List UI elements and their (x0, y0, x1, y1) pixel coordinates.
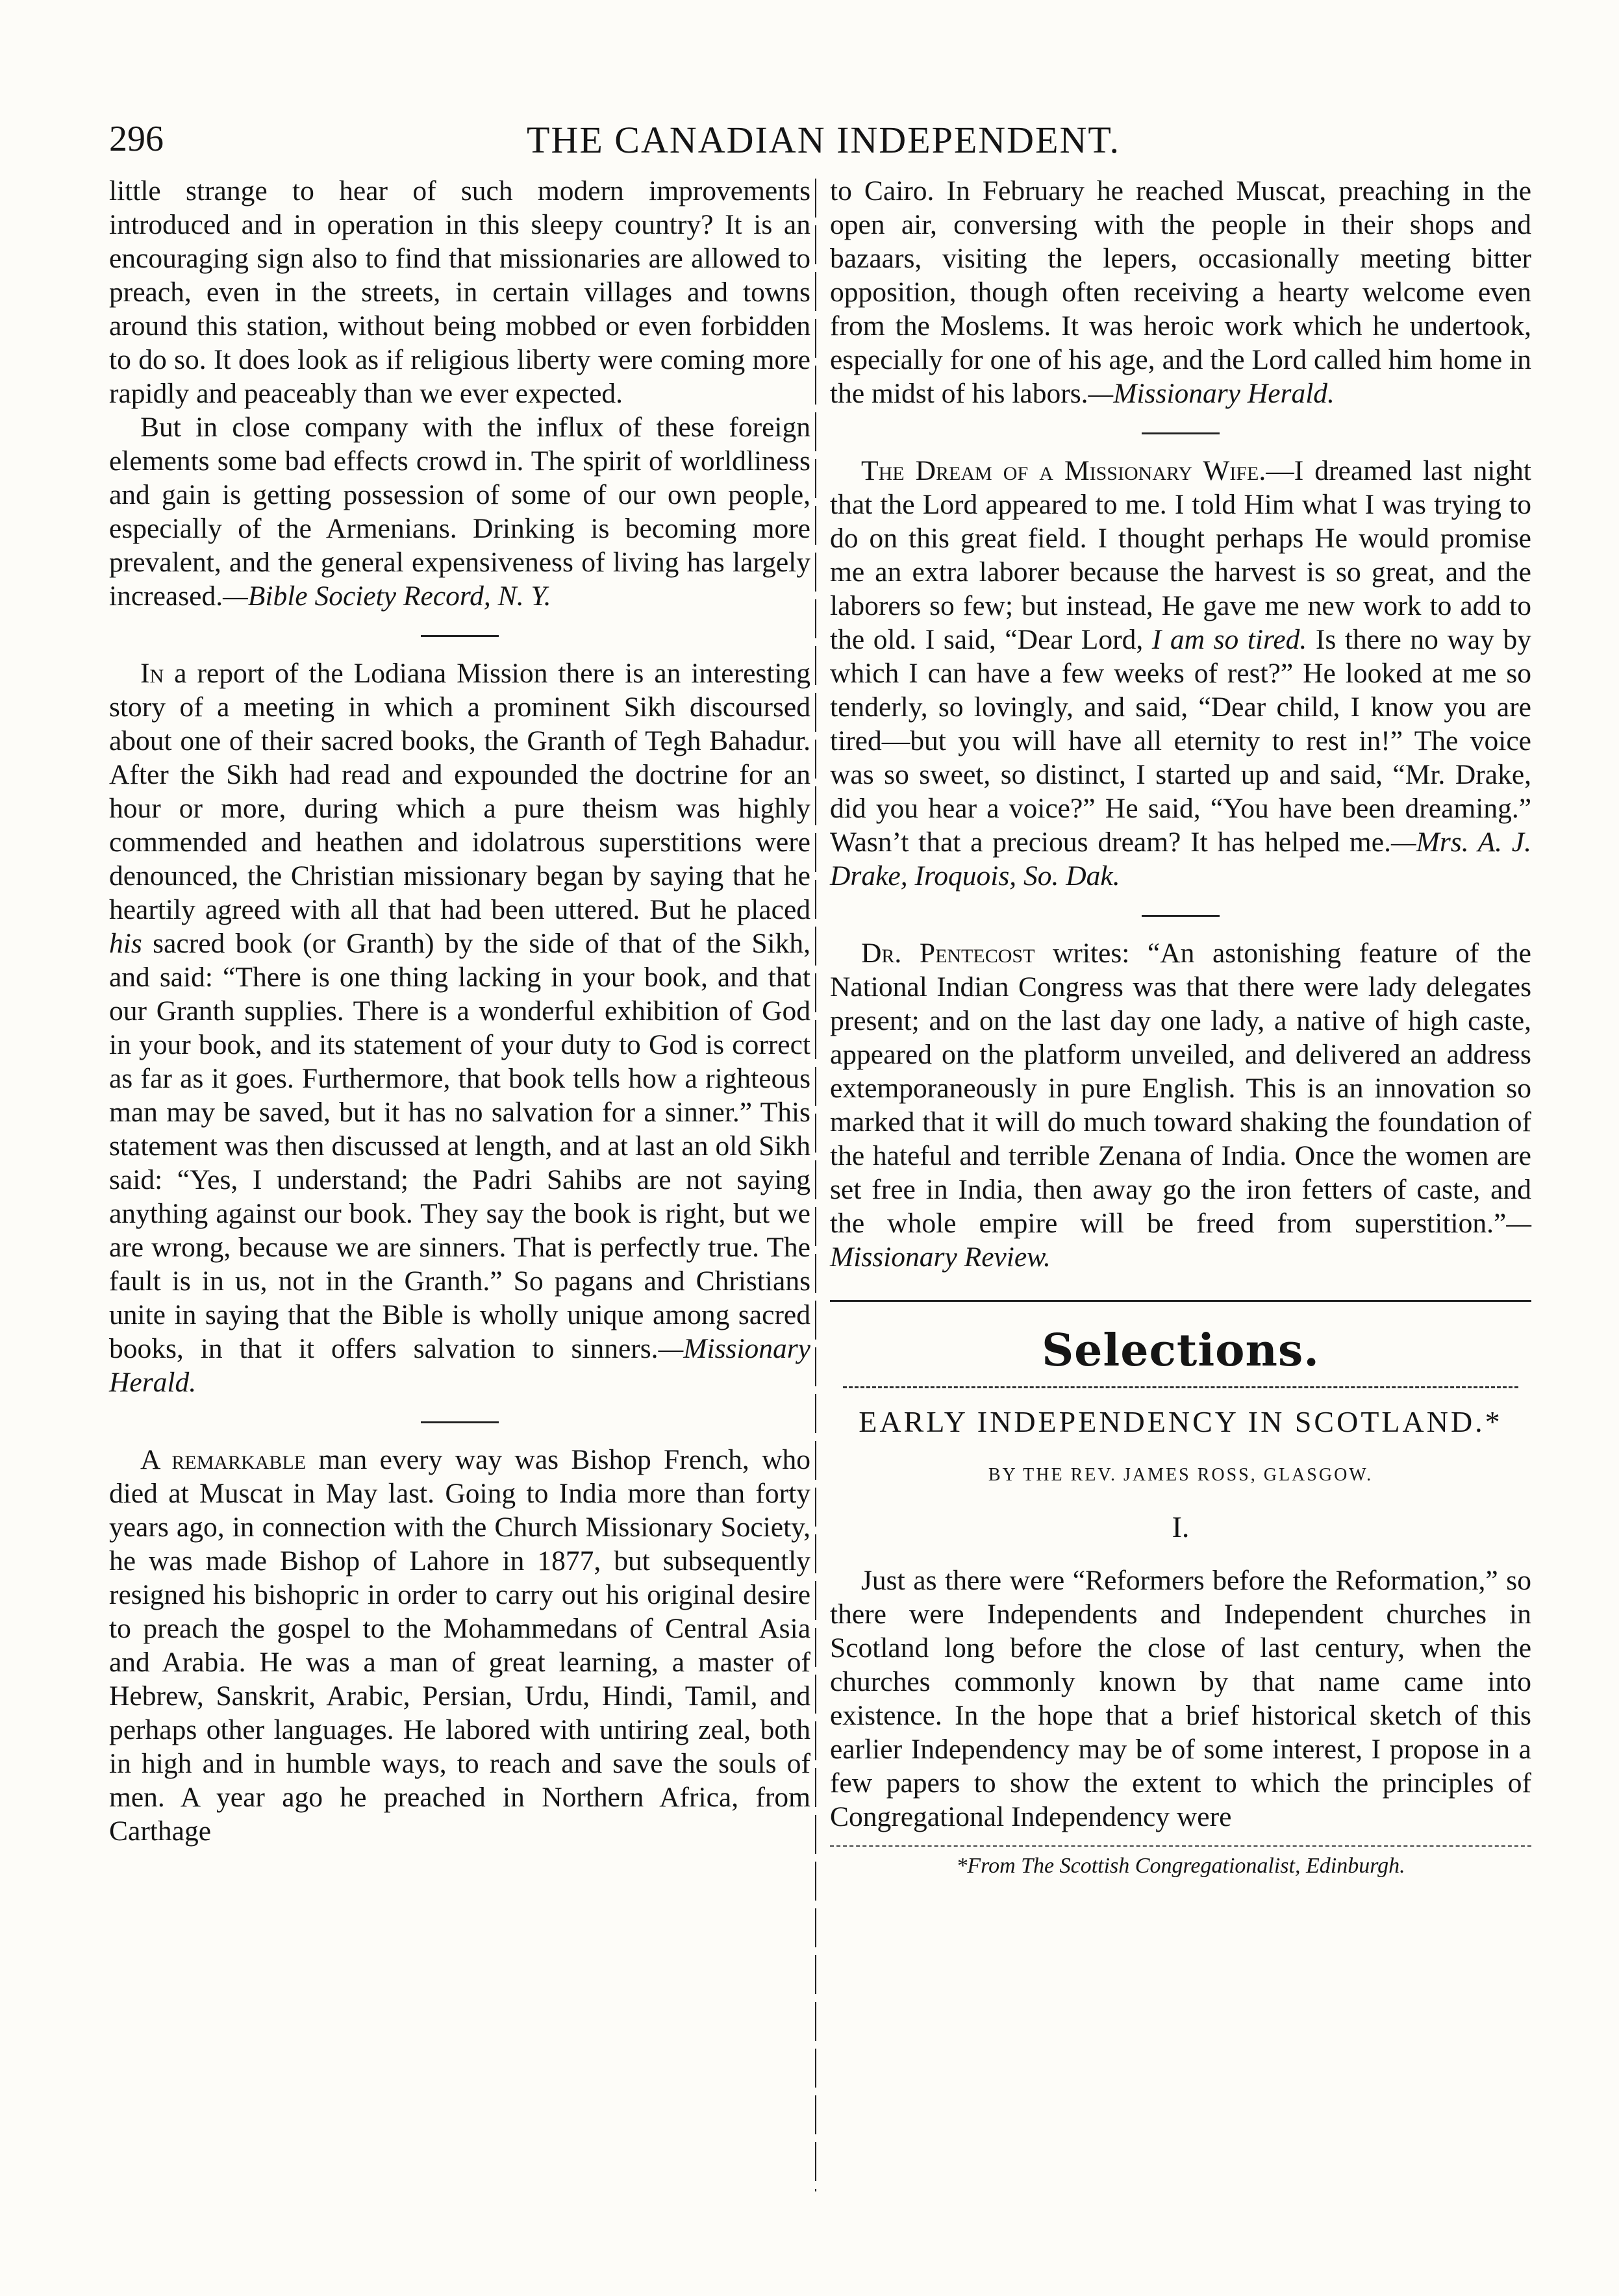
emphasis: I am so tired. (1151, 624, 1307, 655)
paragraph-text: a report of the Lodiana Mission there is an interesting story of a meeting in which a prominent Sikh discoursed about one of their sacred books, the Granth of Tegh Bahadur. After the Sikh had read and expounded the doctrine for an hour or more, during which a pure theism was highly commended and heathen and idolatrous superstitions were denounced, the Christian missionary began by saying that he heartily agreed with all that had been uttered. But he placed (109, 658, 810, 925)
paragraph (109, 1443, 810, 1848)
page-header (109, 118, 1538, 170)
section-heading: Selections. (1042, 1325, 1320, 1377)
paragraph (830, 1564, 1531, 1834)
left-column (109, 174, 810, 1848)
column-divider (815, 179, 816, 2191)
paragraph-text: —I dreamed last night that the Lord appeared to me. I told Him what I was trying to do on this great field. I thought perhaps He would promise me an extra laborer because the harvest is so great, and the laborers so few; but instead, He gave me new work to add to the old. I said, “Dear Lord, (830, 455, 1531, 655)
article-title: EARLY INDEPENDENCY IN SCOTLAND.* (859, 1405, 1503, 1438)
source-citation: —Mrs. A. J. Drake, Iroquois, So. Dak. (830, 827, 1531, 892)
running-title: THE CANADIAN INDEPENDENT. (527, 119, 1120, 161)
part-number: I. (1172, 1510, 1190, 1543)
emphasis: his (109, 928, 142, 959)
paragraph (109, 656, 810, 1399)
paragraph-text: Just as there were “Reformers before the Reformation,” so there were Independents and Independent churches in Scotland long before the close of last century, when the churches commonly known by that name came into existence. In the hope that a brief historical sketch of this earlier Independency may be of some interest, I propose in a few papers to show the extent to which the principles of Congregational Independency were (830, 1565, 1531, 1832)
lead-in: In (140, 658, 164, 689)
section-rule (830, 1300, 1531, 1302)
separator (1142, 915, 1220, 917)
source-citation: —Missionary Review. (830, 1208, 1531, 1273)
paragraph-text: writes: “An astonishing feature of the National Indian Congress was that there were lady delegates present; and on the last day one lady, a native of high caste, appeared on the platform unveiled, and delivered an address extemporaneously in pure English. This is an innovation so marked that it will do much toward shaking the foundation of the hateful and terrible Zenana of India. Once the women are set free in India, then away go the iron fetters of caste, and the whole empire will be freed from superstition.” (830, 938, 1531, 1239)
source-citation: —Bible Society Record, N. Y. (223, 580, 551, 612)
separator (1142, 432, 1220, 434)
footnote: *From The Scottish Congregationalist, Edinburgh. (956, 1854, 1405, 1878)
lead-in: Dr. Pentecost (861, 938, 1035, 969)
byline: BY THE REV. JAMES ROSS, GLASGOW. (988, 1465, 1374, 1485)
paragraph-text: to Cairo. In February he reached Muscat, preaching in the open air, conversing with the people in their shops and bazaars, visiting the lepers, occasionally meeting bitter opposition, though often receiving a hearty welcome even from the Moslems. It was heroic work which he undertook, especially for one of his age, and the Lord called him home in the midst of his labors. (830, 175, 1531, 409)
paragraph-text: man every way was Bishop French, who died at Muscat in May last. Going to India more than forty years ago, in connection with the Church Missionary Society, he was made Bishop of Lahore in 1877, but subsequently resigned his bishopric in order to carry out his original desire to preach the gospel to the Mohammedans of Central Asia and Arabia. He was a man of great learning, a master of Hebrew, Sanskrit, Arabic, Persian, Urdu, Hindi, Tamil, and perhaps other languages. He labored with untiring zeal, both in high and in humble ways, to reach and save the souls of men. A year ago he preached in Northern Africa, from Carthage (109, 1444, 810, 1847)
paragraph (109, 410, 810, 613)
dashed-rule (843, 1386, 1518, 1388)
paragraph (830, 174, 1531, 410)
paragraph-text: sacred book (or Granth) by the side of that of the Sikh, and said: “There is one thing lacking in your book, and that our Granth supplies. There is a wonderful exhibition of God in your book, and its statement of your duty to God is correct as far as it goes. Furthermore, that book tells how a righteous man may be saved, but it has no salvation for a sinner.” This statement was then discussed at length, and at last an old Sikh said: “Yes, I understand; the Padri Sahibs are not saying anything against our book. They say the book is right, but we are wrong, because we are sinners. That is perfectly true. The fault is in us, not in the Granth.” So pagans and Christians unite in saying that the Bible is wholly unique among sacred books, in that it offers salvation to sinners. (109, 928, 810, 1364)
source-citation: —Missionary Herald. (109, 1333, 810, 1398)
lead-in: The Dream of a Missionary Wife. (861, 455, 1266, 486)
separator (421, 1421, 499, 1423)
paragraph (109, 174, 810, 410)
source-citation: —Missionary Herald. (1088, 378, 1335, 409)
footnote-rule (830, 1845, 1531, 1847)
right-column (830, 174, 1531, 1879)
paragraph-text: But in close company with the influx of these foreign elements some bad effects crowd in. The spirit of worldliness and gain is getting possession of some of our own people, especially of the Armenians. Drinking is becoming more prevalent, and the general expensiveness of living has largely increased. (109, 412, 810, 612)
page-number: 296 (109, 119, 164, 159)
paragraph (830, 454, 1531, 893)
paragraph (830, 936, 1531, 1274)
lead-in: A remarkable (140, 1444, 307, 1475)
separator (421, 635, 499, 637)
paragraph-text: Is there no way by which I can have a few weeks of rest?” He looked at me so tenderly, so lovingly, and said, “Dear child, I know you are tired—but you will have all eternity to rest in!” The voice was so sweet, so distinct, I started up and said, “Mr. Drake, did you hear a voice?” He said, “You have been dreaming.” Wasn’t that a precious dream? It has helped me. (830, 624, 1532, 858)
paragraph-text: little strange to hear of such modern improvements introduced and in operation in this sleepy country? It is an encouraging sign also to find that missionaries are allowed to preach, even in the streets, in certain villages and towns around this station, without being mobbed or even forbidden to do so. It does look as if religious liberty were coming more rapidly and peaceably than we ever expected. (109, 175, 810, 409)
